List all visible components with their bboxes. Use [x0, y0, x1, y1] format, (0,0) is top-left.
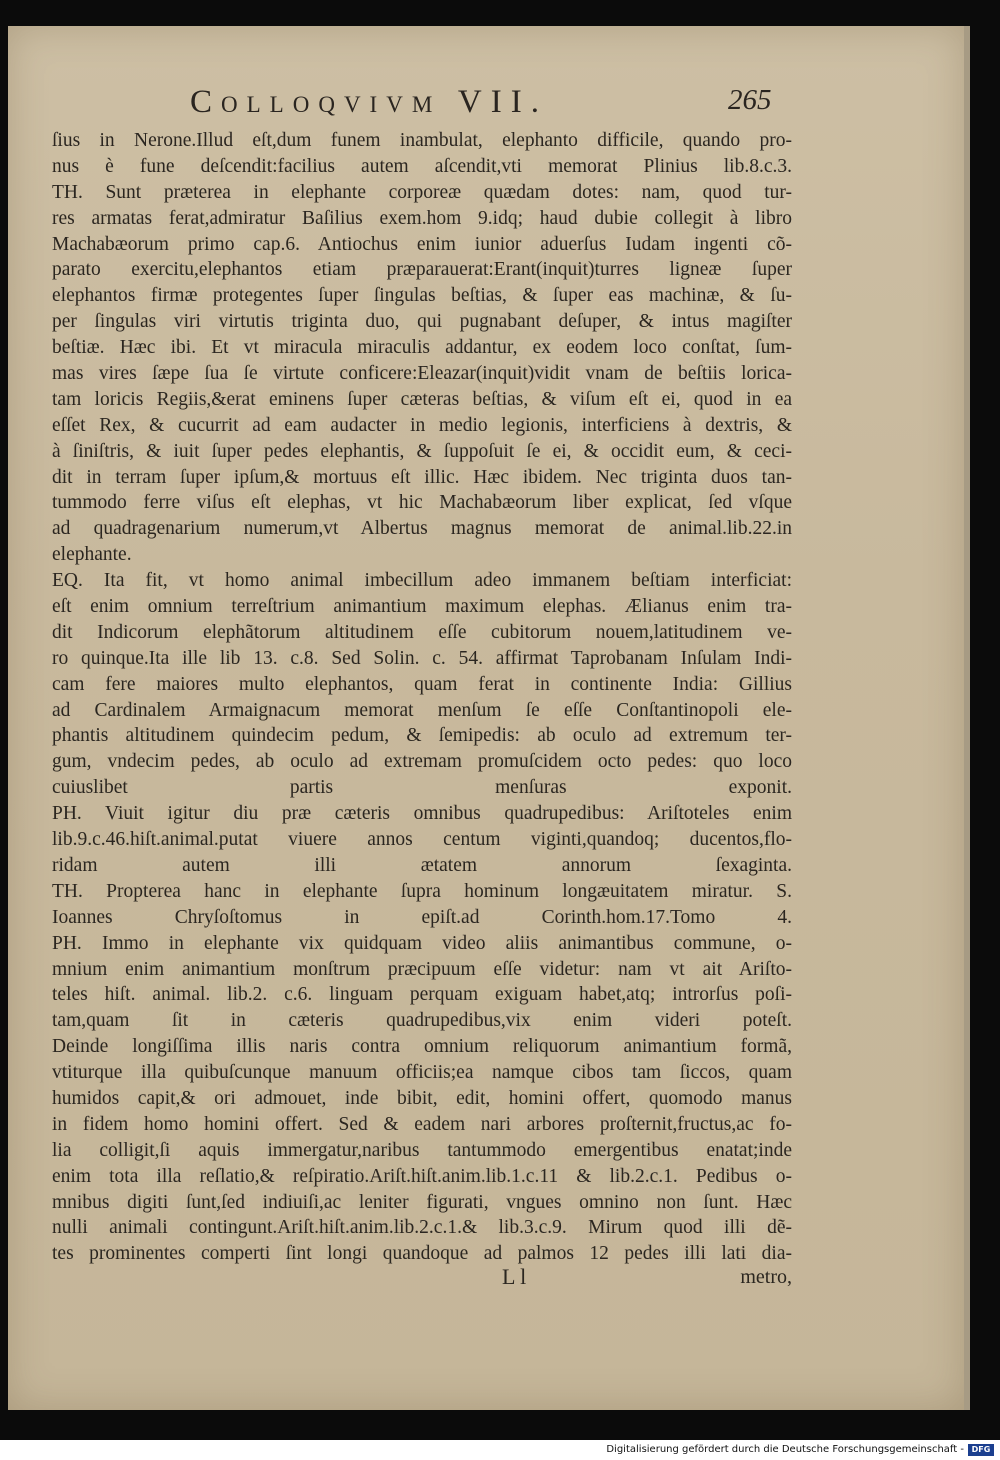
text-line: parato exercitu,elephantos etiam præparauerat:Erant(inquit)turres ligneæ ſuper	[52, 259, 792, 281]
text-line: ridam autem illi ætatem annorum ſexaginta.	[52, 854, 792, 876]
text-line: nulli animali contingunt.Ariſt.hiſt.anim.lib.2.c.1.& lib.3.c.9. Mirum quod illi dẽ-	[52, 1217, 792, 1239]
text-line: mas vires ſæpe ſua ſe virtute conficere:Eleazar(inquit)vidit vnam de beſtiis lorica-	[52, 363, 792, 385]
text-line: lia colligit,ſi aquis immergatur,naribus tantummodo emergentibus enatat;inde	[52, 1139, 792, 1161]
text-line: elephante.	[52, 544, 132, 566]
text-line: tummodo ferre viſus eſt elephas, vt hic Machabæorum liber explicat, ſed vſque	[52, 492, 792, 514]
credit-bar	[0, 1440, 1000, 1460]
text-line: Ioannes Chryſoſtomus in epiſt.ad Corinth.hom.17.Tomo 4.	[52, 906, 792, 928]
text-line: TH. Propterea hanc in elephante ſupra hominum longæuitatem miratur. S.	[52, 880, 792, 902]
page-header	[190, 84, 810, 128]
signature-mark: L l	[502, 1264, 527, 1289]
dfg-logo: DFG	[968, 1444, 994, 1456]
text-line: in fidem homo homini offert. Sed & eadem nari arbores proſternit,fructus,ac fo-	[52, 1113, 792, 1135]
text-line: eſt enim omnium terreſtrium animantium maximum elephas. Ælianus enim tra-	[52, 596, 792, 618]
text-line: teles hiſt. animal. lib.2. c.6. linguam perquam exiguam habet,atq; introrſus poſi-	[52, 984, 792, 1006]
page-edge	[964, 26, 970, 1410]
funding-credit: Digitalisierung gefördert durch die Deutsche Forschungsgemeinschaft -	[606, 1444, 964, 1455]
text-line: mnium enim animantium monſtrum præcipuum eſſe videtur: nam vt ait Ariſto-	[52, 958, 792, 980]
text-line: cuiuslibet partis menſuras exponit.	[52, 777, 792, 799]
text-line: EQ. Ita fit, vt homo animal imbecillum adeo immanem beſtiam interficiat:	[52, 570, 792, 592]
text-line: cam fere maiores multo elephantos, quam ferat in continente India: Gillius	[52, 673, 792, 695]
text-line: à ſiniſtris, & iuit ſuper pedes elephantis, & ſuppoſuit ſe ei, & occidit eum, & ceci-	[52, 440, 792, 462]
text-line: beſtiæ. Hæc ibi. Et vt miracula miraculis addantur, ex eodem loco conſtat, ſum-	[52, 337, 792, 359]
catchword: metro,	[740, 1266, 792, 1288]
text-line: nus è fune deſcendit:facilius autem aſcendit,vti memorat Plinius lib.8.c.3.	[52, 155, 792, 177]
text-line: PH. Viuit igitur diu præ cæteris omnibus quadrupedibus: Ariſtoteles enim	[52, 803, 792, 825]
text-line: eſſet Rex, & cucurrit ad eam audacter in medio legionis, interficiens à dextris, &	[52, 414, 792, 436]
text-line: res armatas ferat,admiratur Baſilius exem.hom 9.idq; haud dubie collegit à libro	[52, 207, 792, 229]
page-footer	[52, 1264, 792, 1294]
text-line: ad Cardinalem Armaignacum memorat menſum ſe eſſe Conſtantinopoli ele-	[52, 699, 792, 721]
text-line: PH. Immo in elephante vix quidquam video aliis animantibus commune, o-	[52, 932, 792, 954]
text-line: tam loricis Regiis,&erat eminens ſuper cæteras beſtias, & viſum eſt ei, quod in ea	[52, 388, 792, 410]
text-line: dit Indicorum elephãtorum altitudinem eſſe cubitorum nouem,latitudinem ve-	[52, 621, 792, 643]
text-line: dit in terram ſuper ipſum,& mortuus eſt illic. Hæc ibidem. Nec triginta duos tan-	[52, 466, 792, 488]
text-line: humidos capit,& ori admouet, inde bibit, edit, homini offert, quomodo manus	[52, 1087, 792, 1109]
text-line: TH. Sunt præterea in elephante corporeæ quædam dotes: nam, quod tur-	[52, 181, 792, 203]
text-line: elephantos firmæ protegentes ſuper ſingulas beſtias, & ſuper eas machinæ, & ſu-	[52, 285, 792, 307]
text-line: enim tota illa reſlatio,& reſpiratio.Ariſt.hiſt.anim.lib.1.c.11 & lib.2.c.1. Pedibus o-	[52, 1165, 792, 1187]
text-line: per ſingulas viri virtutis triginta duo, qui pugnabant deſuper, & intus magiſter	[52, 311, 792, 333]
text-line: tam,quam ſit in cæteris quadrupedibus,vix enim videri poteſt.	[52, 1010, 792, 1032]
body-text	[52, 128, 792, 1267]
text-line: phantis altitudinem quindecim pedum, & ſemipedis: ab oculo ad extremum ter-	[52, 725, 792, 747]
page-number: 265	[728, 84, 772, 116]
text-line: vtiturque illa quibuſcunque manuum officiis;ea namque cibos tam ſiccos, quam	[52, 1062, 792, 1084]
text-line: mnibus digiti ſunt,ſed indiuiſi,ac leniter figurati, vngues omnino non ſunt. Hæc	[52, 1191, 792, 1213]
running-head: Colloqvivm VII.	[190, 84, 548, 120]
text-line: ſius in Nerone.Illud eſt,dum funem inambulat, elephanto difficile, quando pro-	[52, 130, 792, 151]
text-line: tes prominentes comperti ſint longi quandoque ad palmos 12 pedes illi lati dia-	[52, 1243, 792, 1265]
text-line: Deinde longiſſima illis naris contra omnium reliquorum animantium formã,	[52, 1036, 792, 1058]
text-line: ad quadragenarium numerum,vt Albertus magnus memorat de animal.lib.22.in	[52, 518, 792, 540]
text-line: Machabæorum primo cap.6. Antiochus enim iunior aduerſus Iudam ingenti cõ-	[52, 233, 792, 255]
text-line: ro quinque.Ita ille lib 13. c.8. Sed Solin. c. 54. affirmat Taprobanam Inſulam Indi-	[52, 647, 792, 669]
text-line: lib.9.c.46.hiſt.animal.putat viuere annos centum viginti,quandoq; ducentos,flo-	[52, 829, 792, 851]
text-line: gum, vndecim pedes, ab oculo ad extremam promuſcidem octo pedes: quo loco	[52, 751, 792, 773]
